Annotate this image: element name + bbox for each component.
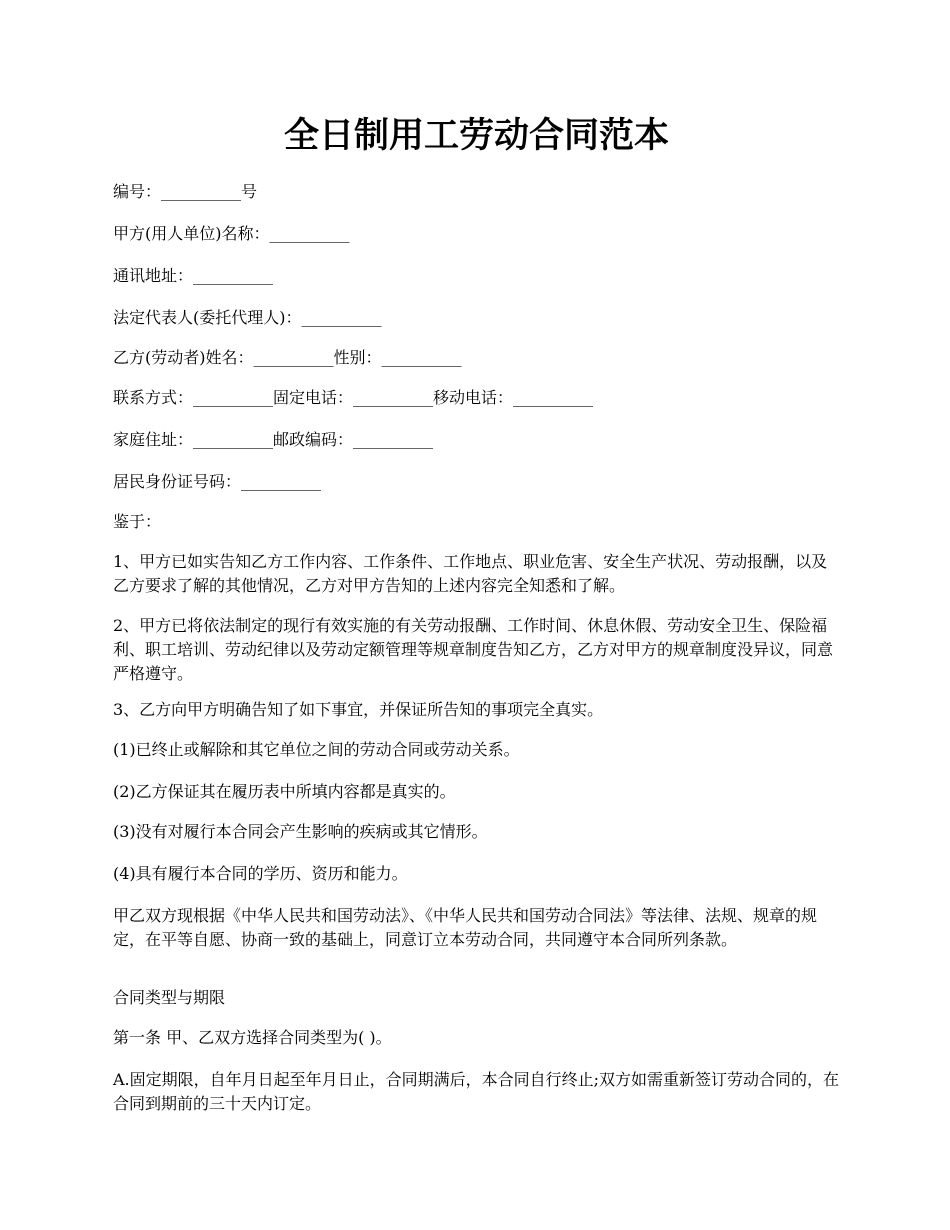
clause-paragraph: 1、甲方已如实告知乙方工作内容、工作条件、工作地点、职业危害、安全生产状况、劳动报酬，以及乙方要求了解的其他情况，乙方对甲方告知的上述内容完全知悉和了解。 — [113, 552, 828, 595]
clause-paragraph: 3、乙方向甲方明确告知了如下事宜，并保证所告知的事项完全真实。 — [113, 700, 604, 719]
home-address-postcode-line: 家庭住址：__________邮政编码：__________ — [113, 430, 434, 449]
article-paragraph: 第一条 甲、乙双方选择合同类型为( )。 — [113, 1028, 392, 1047]
preamble-paragraph: 甲乙双方现根据《中华人民共和国劳动法》、《中华人民共和国劳动合同法》等法律、法规、规章的规定，在平等自愿、协商一致的基础上，同意订立本劳动合同，共同遵守本合同所列条款。 — [113, 906, 818, 949]
article-paragraph: A.固定期限，自年月日起至年月日止，合同期满后，本合同自行终止;双方如需重新签订劳动合同的，在合同到期前的三十天内订定。 — [113, 1070, 840, 1113]
document-title: 全日制用工劳动合同范本 — [283, 115, 669, 156]
clause-paragraph: 2、甲方已将依法制定的现行有效实施的有关劳动报酬、工作时间、休息休假、劳动安全卫生、保险福利、职工培训、劳动纪律以及劳动定额管理等规章制度告知乙方，乙方对甲方的规章制度没异议，同意严格遵守。 — [113, 616, 834, 683]
list-item: (2)乙方保证其在履历表中所填内容都是真实的。 — [113, 782, 456, 801]
list-item: (1)已终止或解除和其它单位之间的劳动合同或劳动关系。 — [113, 740, 520, 759]
contact-phone-line: 联系方式：__________固定电话：__________移动电话：__________ — [113, 388, 594, 407]
contract-number-line: 编号：__________号 — [113, 182, 258, 201]
employee-name-gender-line: 乙方(劳动者)姓名：__________性别：__________ — [113, 348, 462, 367]
section-heading: 合同类型与期限 — [113, 988, 226, 1007]
legal-representative-line: 法定代表人(委托代理人)：__________ — [113, 308, 382, 327]
id-number-line: 居民身份证号码：__________ — [113, 472, 322, 491]
employer-name-line: 甲方(用人单位)名称：__________ — [113, 224, 350, 243]
address-line: 通讯地址：__________ — [113, 266, 274, 285]
list-item: (4)具有履行本合同的学历、资历和能力。 — [113, 864, 408, 883]
whereas-heading: 鉴于： — [113, 512, 162, 531]
list-item: (3)没有对履行本合同会产生影响的疾病或其它情形。 — [113, 822, 488, 841]
